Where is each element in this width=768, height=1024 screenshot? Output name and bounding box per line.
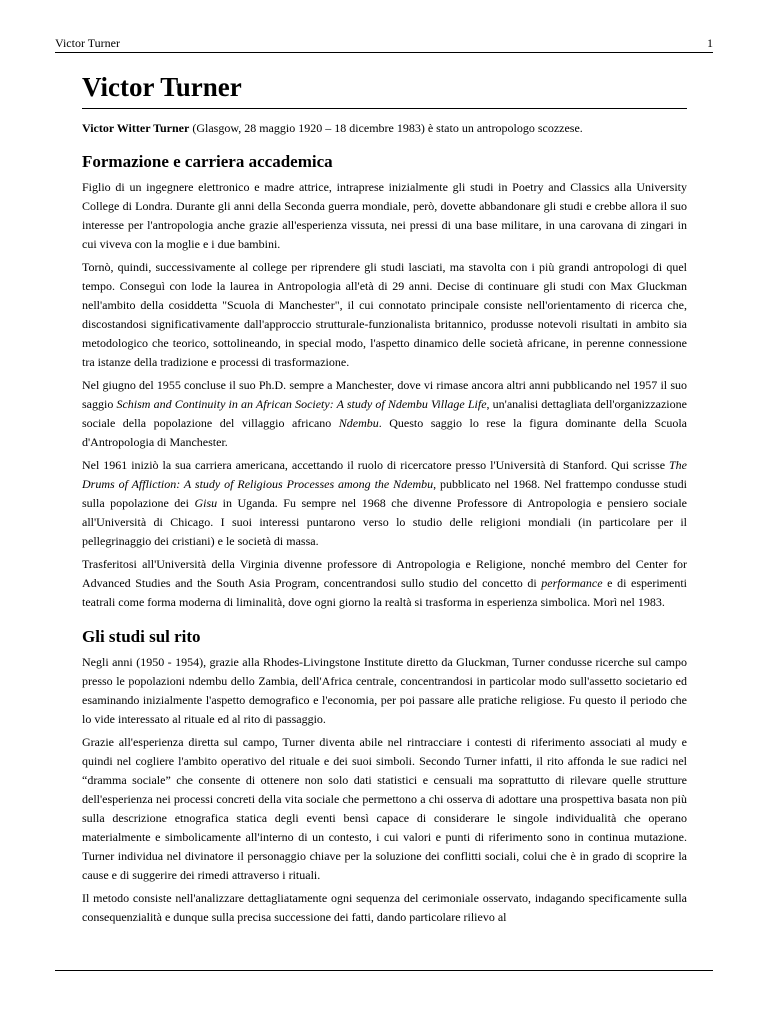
text-run: e di esperimenti teatrali come forma moderna di liminalità, dove ogni giorno la realtà si trasforma in esperienza simbolica. Morì nel 1983. <box>82 576 688 609</box>
paragraph <box>82 555 687 612</box>
paragraph <box>82 889 687 927</box>
page-number: 1 <box>707 36 713 50</box>
running-header-title: Victor Turner <box>55 36 120 50</box>
text-run: Nel giugno del 1955 concluse il suo Ph.D. sempre a Manchester, dove vi rimase ancora altri anni pubblicando nel 1957 il suo saggio <box>82 378 687 411</box>
paragraph <box>82 653 687 729</box>
text-run: in Uganda. Fu sempre nel 1968 che divenne Professore di Antropologia e pensiero sociale all'Università di Chicago. I suoi interessi puntarono verso lo studio delle religioni mondiali (in particolare per il pellegrinaggio dei cristiani) e le società di massa. <box>82 496 687 548</box>
lead-text: (Glasgow, 28 maggio 1920 – 18 dicembre 1983) è stato un antropologo scozzese. <box>189 121 583 135</box>
section-heading-studi-rito: Gli studi sul rito <box>82 627 201 646</box>
text-run: Negli anni (1950 - 1954), grazie alla Rhodes-Livingstone Institute diretto da Gluckman, Turner condusse ricerche sul campo presso le popolazioni ndembu dello Zambia, dell'Africa centrale, concentrandosi in particolar modo sull'assetto societario ed esaminando inizialmente l'aspetto demografico e l'economia, per poi passare alle pratiche religiose. Fu questo il periodo che lo vide interessato al rituale ed al rito di passaggio. <box>82 655 687 726</box>
paragraph <box>82 733 687 885</box>
text-run: Nel 1961 iniziò la sua carriera americana, accettando il ruolo di ricercatore presso l'Università di Stanford. Qui scrisse <box>82 458 669 472</box>
italic-title: Ndembu <box>338 416 379 430</box>
lead-name: Victor Witter Turner <box>82 121 190 135</box>
italic-title: performance <box>541 576 603 590</box>
text-run: , un'analisi dettagliata dell'organizzazione sociale della popolazione del villaggio africano <box>82 397 687 430</box>
text-run: Trasferitosi all'Università della Virginia divenne professore di Antropologia e Religione, nonché membro del Center for Advanced Studies and the South Asia Program, concentrandosi sullo studio del concetto di <box>82 557 687 590</box>
paragraph <box>82 376 687 452</box>
text-run: Il metodo consiste nell'analizzare dettagliatamente ogni sequenza del cerimoniale osservato, indagando specificamente sulla consequenzialità e dunque sulla precisa successione dei fatti, dando particolare rilievo al <box>82 891 687 924</box>
paragraph <box>82 456 687 551</box>
paragraph <box>82 178 687 254</box>
paragraph <box>82 258 687 372</box>
text-run: Grazie all'esperienza diretta sul campo, Turner diventa abile nel rintracciare i contesti di riferimento associati al mudy e quindi nel cogliere l'ambito operativo del rituale e dei suoi simboli. Secondo Turner infatti, il rito affonda le sue radici nel “dramma sociale” che consente di ottenere non solo dati statistici e censuali ma soprattutto di rilevare quelle strutture dell'esperienza nei processi concreti della vita sociale che permettono a chi osserva di adottare una prospettiva basata non più sulla descrizione etnografica statica degli eventi bensì capace di considerare le singole individualità che operano materialmente e simbolicamente all'interno di un contesto, i cui valori e punti di riferimento sono in continua mutazione. Turner individua nel divinatore il personaggio chiave per la soluzione dei conflitti sociali, colui che è in grado di scoprire la cause e di suggerire dei rimedi attraverso i rituali. <box>82 735 687 882</box>
italic-title: The Drums of Affliction: A study of Religious Processes among the Ndembu <box>82 458 687 491</box>
footer-rule <box>55 970 713 971</box>
lead-paragraph <box>82 119 687 138</box>
italic-title: Gisu <box>194 496 218 510</box>
text-run: . Questo saggio lo rese la figura dominante della Scuola d'Antropologia di Manchester. <box>82 416 687 449</box>
text-run: , pubblicato nel 1968. Nel frattempo condusse studi sulla popolazione dei <box>82 477 687 510</box>
text-run: Tornò, quindi, successivamente al college per riprendere gli studi lasciati, ma stavolta con i più grandi antropologi di quel tempo. Conseguì con lode la laurea in Antropologia all'età di 29 anni. Decise di continuare gli studi con Max Gluckman nell'ambito della cosiddetta "Scuola di Manchester", il cui connotato principale consiste nell'orientamento di ricerca che, discostandosi significativamente dall'approccio strutturale-funzionalista britannico, produsse notevoli risultati in ambito sia metodologico che teorico, sottolineando, in special modo, l'aspetto dinamico delle società africane, in perenne connessione tra istanze della tradizione e processi di trasformazione. <box>82 260 687 369</box>
article-title: Victor Turner <box>82 70 687 109</box>
running-header <box>55 36 713 53</box>
section-heading-formazione: Formazione e carriera accademica <box>82 152 333 171</box>
italic-title: Schism and Continuity in an African Society: A study of Ndembu Village Life <box>116 397 487 411</box>
text-run: Figlio di un ingegnere elettronico e madre attrice, intraprese inizialmente gli studi in Poetry and Classics alla University College di Londra. Durante gli anni della Seconda guerra mondiale, però, dovette abbandonare gli studi e crebbe allora il suo interesse per l'antropologia anche grazie all'esperienza vissuta, nei pressi di una base militare, in una carovana di zingari in cui viveva con la moglie e i due bambini. <box>82 180 687 251</box>
article-content <box>82 70 687 927</box>
